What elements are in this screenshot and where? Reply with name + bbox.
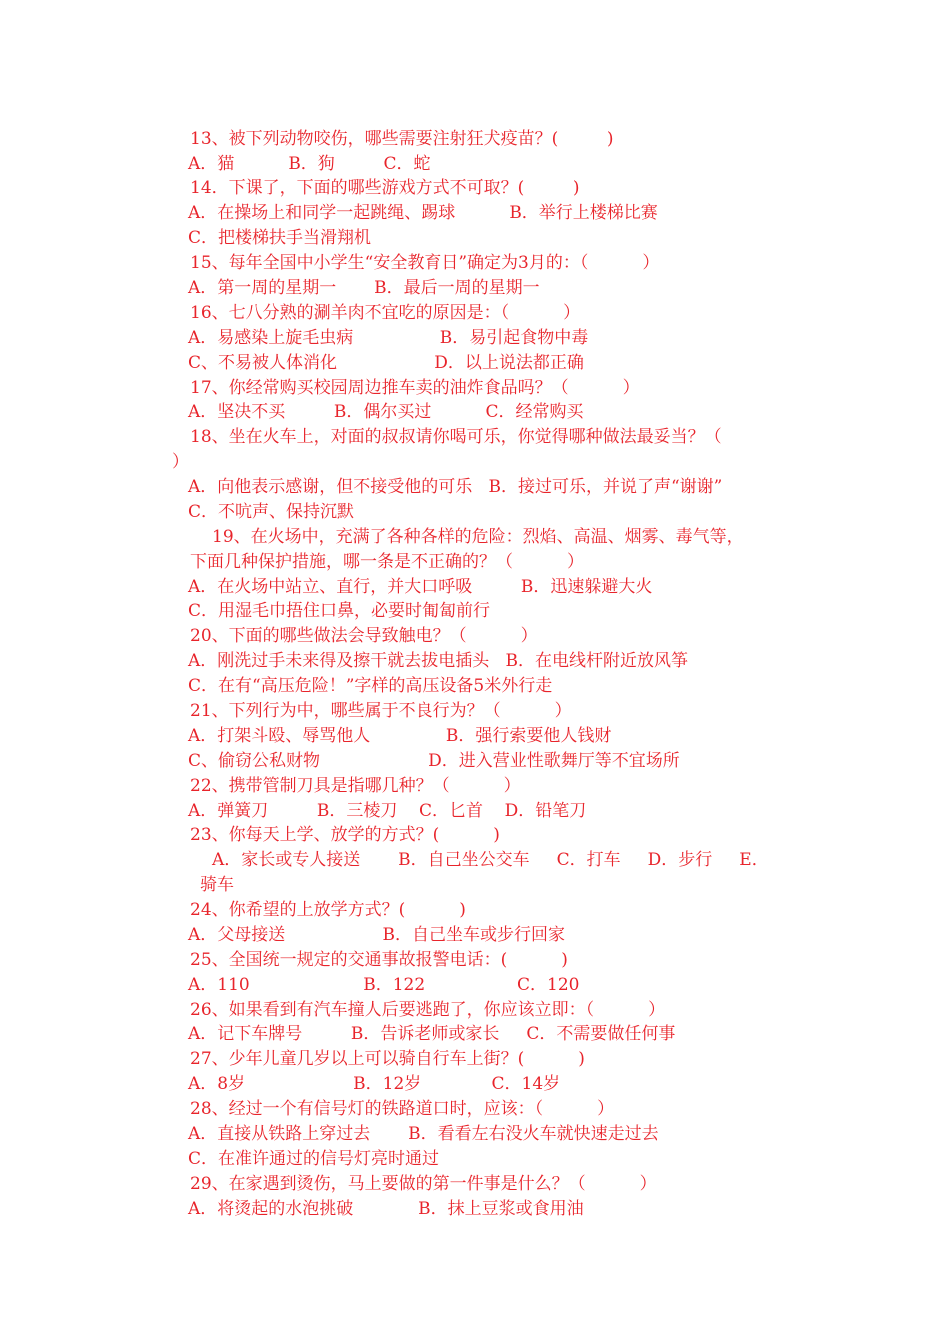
options-28-ab: A．直接从铁路上穿过去 B．看看左右没火车就快速走过去 (188, 1124, 659, 1144)
question-28: 28、经过一个有信号灯的铁路道口时，应该：（ ） (190, 1099, 615, 1119)
options-14-ab: A．在操场上和同学一起跳绳、踢球 B．举行上楼梯比赛 (188, 203, 658, 223)
question-26: 26、如果看到有汽车撞人后要逃跑了，你应该立即：（ ） (190, 1000, 666, 1020)
question-24: 24、你希望的上放学方式？( ) (190, 900, 466, 920)
question-19: 19、在火场中，充满了各种各样的危险：烈焰、高温、烟雾、毒气等， (212, 527, 744, 547)
question-18-cont: ） (172, 452, 189, 472)
options-24: A．父母接送 B．自己坐车或步行回家 (188, 925, 566, 945)
question-19-cont: 下面几种保护措施，哪一条是不正确的？（ ） (190, 552, 585, 572)
options-18-c: C．不吭声、保持沉默 (188, 502, 355, 522)
options-29-ab: A．将烫起的水泡挑破 B．抹上豆浆或食用油 (188, 1199, 584, 1219)
question-15: 15、每年全国中小学生“安全教育日”确定为3月的：（ ） (190, 253, 660, 273)
options-18-ab: A．向他表示感谢，但不接受他的可乐 B．接过可乐，并说了声“谢谢” (188, 477, 723, 497)
question-17: 17、你经常购买校园周边推车卖的油炸食品吗？（ ） (190, 378, 640, 398)
options-26: A．记下车牌号 B．告诉老师或家长 C．不需要做任何事 (188, 1024, 676, 1044)
question-18: 18、坐在火车上，对面的叔叔请你喝可乐，你觉得哪种做法最妥当？（ (190, 427, 722, 447)
options-23: A．家长或专人接送 B．自己坐公交车 C．打车 D．步行 E． (212, 850, 769, 870)
question-27: 27、少年儿童几岁以上可以骑自行车上街？( ) (190, 1049, 585, 1069)
options-19-c: C．用湿毛巾捂住口鼻，必要时匍匐前行 (188, 601, 491, 621)
question-16: 16、七八分熟的涮羊肉不宜吃的原因是：（ ） (190, 303, 581, 323)
options-28-c: C．在准许通过的信号灯亮时通过 (188, 1149, 440, 1169)
question-14: 14．下课了，下面的哪些游戏方式不可取？( ) (190, 178, 580, 198)
options-21-cd: C、偷窃公私财物 D．进入营业性歌舞厅等不宜场所 (188, 751, 680, 771)
options-20-ab: A．刚洗过手未来得及擦干就去拔电插头 B．在电线杆附近放风筝 (188, 651, 688, 671)
options-14-c: C．把楼梯扶手当滑翔机 (188, 228, 372, 248)
options-17: A．坚决不买 B．偶尔买过 C．经常购买 (188, 402, 584, 422)
options-27: A．8岁 B．12岁 C．14岁 (188, 1074, 561, 1094)
options-25: A．110 B．122 C．120 (188, 975, 580, 995)
options-13: A．猫 B．狗 C．蛇 (188, 154, 431, 174)
question-13: 13、被下列动物咬伤，哪些需要注射狂犬疫苗？( ) (190, 129, 614, 149)
options-20-c: C．在有“高压危险！”字样的高压设备5米外行走 (188, 676, 553, 696)
question-21: 21、下列行为中，哪些属于不良行为？（ ） (190, 701, 572, 721)
question-22: 22、携带管制刀具是指哪几种？（ ） (190, 776, 521, 796)
question-23: 23、你每天上学、放学的方式？( ) (190, 825, 500, 845)
options-21-ab: A．打架斗殴、辱骂他人 B．强行索要他人钱财 (188, 726, 612, 746)
options-16-cd: C、不易被人体消化 D．以上说法都正确 (188, 353, 584, 373)
options-23-cont: 骑车 (200, 875, 234, 895)
options-15: A．第一周的星期一 B．最后一周的星期一 (188, 278, 540, 298)
question-25: 25、全国统一规定的交通事故报警电话：( ) (190, 950, 568, 970)
options-19-ab: A．在火场中站立、直行，并大口呼吸 B．迅速躲避大火 (188, 577, 653, 597)
question-29: 29、在家遇到烫伤，马上要做的第一件事是什么？（ ） (190, 1174, 657, 1194)
options-16-ab: A．易感染上旋毛虫病 B．易引起食物中毒 (188, 328, 589, 348)
question-20: 20、下面的哪些做法会导致触电？（ ） (190, 626, 538, 646)
options-22: A．弹簧刀 B．三棱刀 C．匕首 D．铅笔刀 (188, 801, 587, 821)
